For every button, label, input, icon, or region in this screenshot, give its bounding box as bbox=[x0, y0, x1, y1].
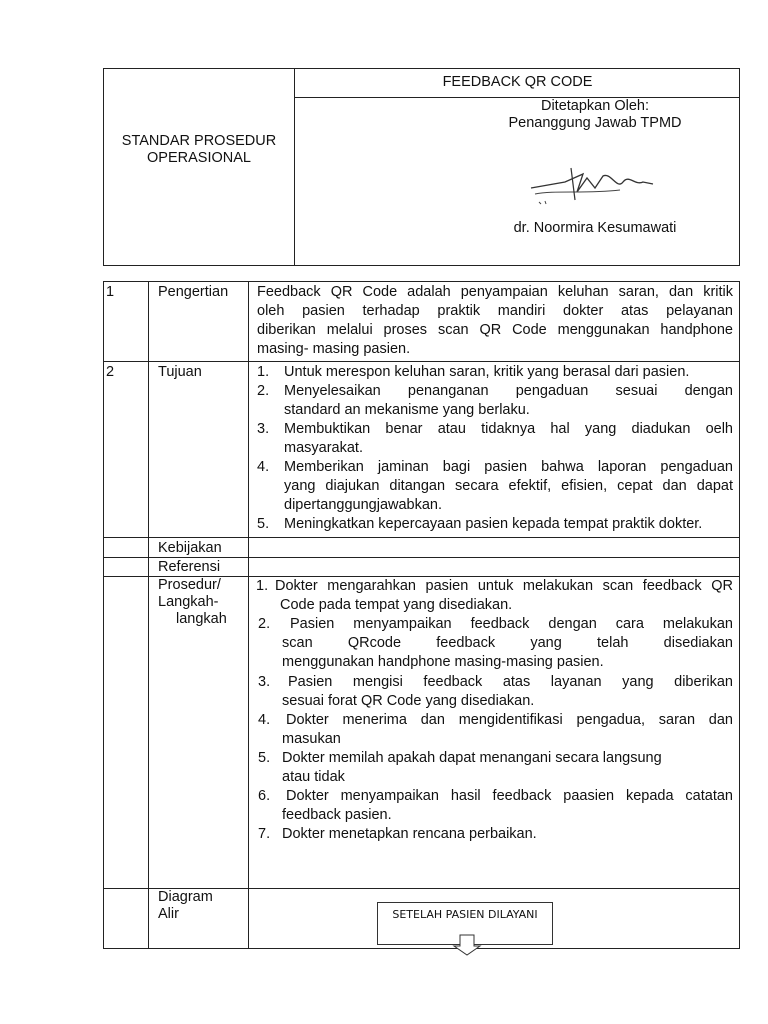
prosedur-number: 2. bbox=[258, 616, 271, 632]
tujuan-line: masyarakat. bbox=[284, 440, 363, 456]
prosedur-number: 6. bbox=[258, 788, 271, 804]
pengertian-label: Pengertian bbox=[158, 284, 229, 300]
prosedur-line: Dokter menyampaikan hasil feedback paasien kepada catatan bbox=[286, 788, 733, 804]
prosedur-label: Prosedur/ bbox=[158, 577, 221, 593]
document-title: FEEDBACK QR CODE bbox=[442, 74, 593, 90]
prosedur-label: langkah bbox=[176, 611, 227, 627]
pengertian-line: diberikan melalui proses scan QR Code menggunakan handphone bbox=[257, 322, 733, 338]
prosedur-line: Dokter memilah apakah dapat menangani secara langsung bbox=[282, 750, 662, 766]
pengertian-line: masing- masing pasien. bbox=[257, 341, 411, 357]
row-divider-2 bbox=[103, 537, 740, 538]
prosedur-line: scan QRcode feedback yang telah disediakan bbox=[282, 635, 733, 651]
row-divider-1 bbox=[103, 361, 740, 362]
prosedur-line: Dokter menerima dan mengidentifikasi pengadua, saran dan bbox=[286, 712, 733, 728]
col-divider-1 bbox=[148, 281, 149, 949]
prosedur-line: Pasien menyampaikan feedback dengan cara melakukan bbox=[290, 616, 733, 632]
tujuan-line: yang diajukan ditangan secara efektif, efisien, cepat dan dapat bbox=[284, 478, 733, 494]
tujuan-label: Tujuan bbox=[158, 364, 202, 380]
prosedur-line: feedback pasien. bbox=[282, 807, 392, 823]
prosedur-line: Pasien mengisi feedback atas layanan yang diberikan bbox=[288, 674, 733, 690]
prosedur-line: Code pada tempat yang disediakan. bbox=[280, 597, 513, 613]
tujuan-line: Meningkatkan kepercayaan pasien kepada tempat praktik dokter. bbox=[284, 516, 703, 532]
tujuan-line: Memberikan jaminan bagi pasien bahwa laporan pengaduan bbox=[284, 459, 733, 475]
prosedur-line: atau tidak bbox=[282, 769, 345, 785]
prosedur-number: 1. bbox=[256, 578, 269, 594]
responsible-role: Penanggung Jawab TPMD bbox=[508, 115, 682, 131]
prosedur-line: Dokter menetapkan rencana perbaikan. bbox=[282, 826, 537, 842]
prosedur-number: 3. bbox=[258, 674, 271, 690]
tujuan-line: Untuk merespon keluhan saran, kritik yang berasal dari pasien. bbox=[284, 364, 690, 380]
prosedur-label: Langkah- bbox=[158, 594, 219, 610]
row-number-1: 1 bbox=[106, 284, 115, 300]
tujuan-line: Menyelesaikan penanganan pengaduan sesuai dengan bbox=[284, 383, 733, 399]
diagram-label: Alir bbox=[158, 906, 179, 922]
sop-label-line-2: OPERASIONAL bbox=[147, 150, 251, 166]
diagram-label: Diagram bbox=[158, 889, 213, 905]
tujuan-number: 5. bbox=[257, 516, 270, 532]
down-arrow-icon bbox=[452, 934, 482, 956]
referensi-label: Referensi bbox=[158, 559, 221, 575]
prosedur-line: sesuai forat QR Code yang disediakan. bbox=[282, 693, 535, 709]
set-by-label: Ditetapkan Oleh: bbox=[540, 98, 649, 114]
prosedur-number: 4. bbox=[258, 712, 271, 728]
tujuan-number: 1. bbox=[257, 364, 270, 380]
sop-label-line-1: STANDAR PROSEDUR bbox=[121, 133, 277, 149]
tujuan-number: 3. bbox=[257, 421, 270, 437]
signature-image bbox=[525, 160, 660, 210]
tujuan-line: standard an mekanisme yang berlaku. bbox=[284, 402, 530, 418]
flow-box-1-label: SETELAH PASIEN DILAYANI bbox=[392, 908, 538, 921]
tujuan-line: dipertanggungjawabkan. bbox=[284, 497, 443, 513]
tujuan-line: Membuktikan benar atau tidaknya hal yang diadukan oelh bbox=[284, 421, 733, 437]
tujuan-number: 2. bbox=[257, 383, 270, 399]
prosedur-line: Dokter mengarahkan pasien untuk melakukan scan feedback QR bbox=[275, 578, 733, 594]
prosedur-line: menggunakan handphone masing-masing pasien. bbox=[282, 654, 604, 670]
signer-name: dr. Noormira Kesumawati bbox=[513, 220, 677, 236]
prosedur-number: 7. bbox=[258, 826, 271, 842]
prosedur-number: 5. bbox=[258, 750, 271, 766]
prosedur-line: masukan bbox=[282, 731, 341, 747]
row-number-2: 2 bbox=[106, 364, 115, 380]
tujuan-number: 4. bbox=[257, 459, 270, 475]
pengertian-line: Feedback QR Code adalah penyampaian keluhan saran, dan kritik bbox=[257, 284, 733, 300]
kebijakan-label: Kebijakan bbox=[158, 540, 222, 556]
col-divider-2 bbox=[248, 281, 249, 949]
pengertian-line: oleh pasien terhadap praktik mandiri dokter atas pelayanan bbox=[257, 303, 733, 319]
